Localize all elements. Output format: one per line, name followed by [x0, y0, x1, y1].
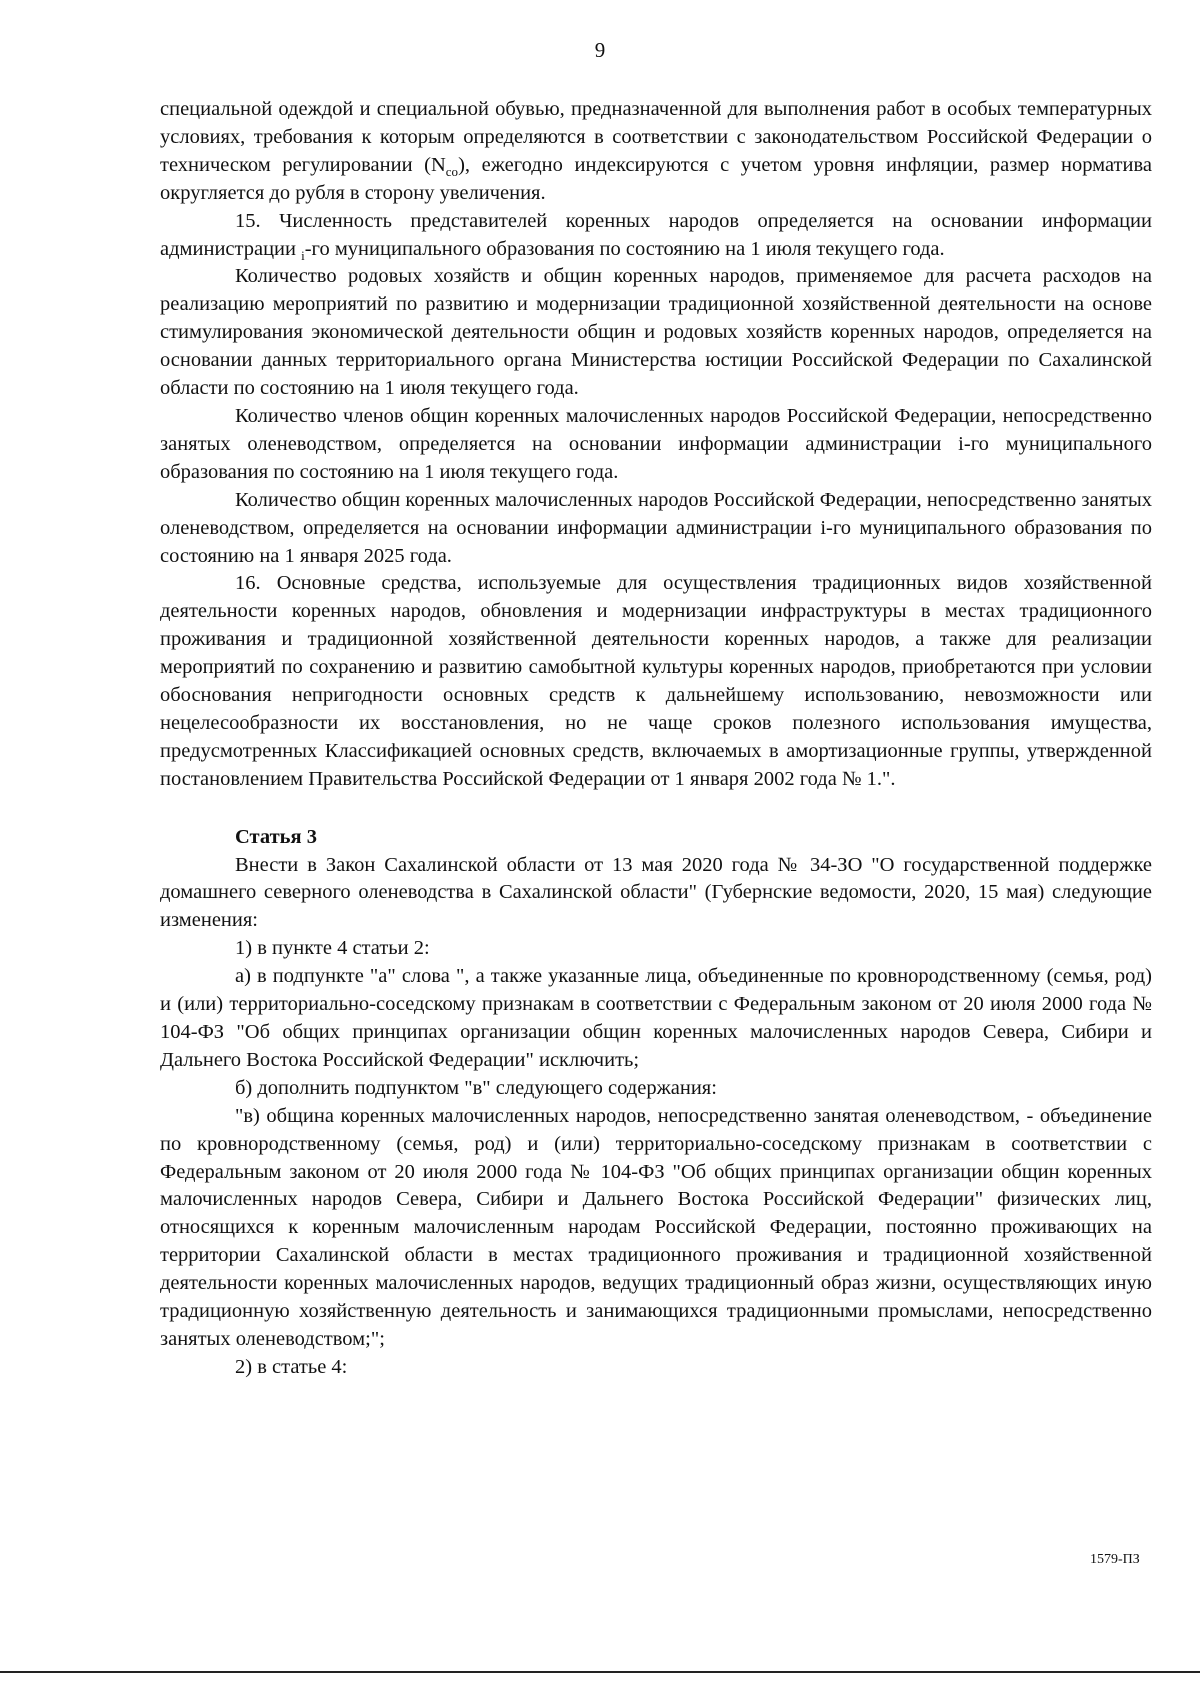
paragraph-item-a: а) в подпункте "а" слова ", а также указанные лица, объединенные по кровнородственному (семья, род) и (или) территориально-соседскому признакам в соответствии с Федеральным законом от 20 июля 2000 года № 104-ФЗ "Об общих принципах организации общин коренных малочисленных народов Севера, Сибири и Дальнего Востока Российской Федерации" исключить; — [160, 965, 1152, 1071]
paragraph-15 — [160, 208, 1152, 264]
paragraph-16: 16. Основные средства, используемые для осуществления традиционных видов хозяйственной деятельности коренных народов, обновления и модернизации инфраструктуры в местах традиционного проживания и традиционной хозяйственной деятельности коренных народов, а также для реализации мероприятий по сохранению и развитию самобытной культуры коренных народов, приобретаются при условии обоснования непригодности основных средств к дальнейшему использованию, невозможности или нецелесообразности их восстановления, но не чаще сроков полезного использования имущества, предусмотренных Классификацией основных средств, включаемых в амортизационные группы, утвержденной постановлением Правительства Российской Федерации от 1 января 2002 года № 1.". — [160, 572, 1152, 790]
paragraph-special-clothing — [160, 96, 1152, 208]
paragraph-article-3-intro: Внести в Закон Сахалинской области от 13 мая 2020 года № 34-ЗО "О государственной поддержке домашнего северного оленеводства в Сахалинской области" (Губернские ведомости, 2020, 15 мая) следующие изменения: — [160, 853, 1152, 932]
spacer — [160, 794, 1152, 824]
subscript-i: i — [301, 247, 305, 263]
paragraph-item-1: 1) в пункте 4 статьи 2: — [235, 937, 430, 960]
paragraph-households-count: Количество родовых хозяйств и общин коренных народов, применяемое для расчета расходов на реализацию мероприятий по развитию и модернизации традиционной хозяйственной деятельности на основе стимулирования экономической деятельности общин и родовых хозяйств коренных народов, определяется на основании данных территориального органа Министерства юстиции Российской Федерации по Сахалинской области по состоянию на 1 июля текущего года. — [160, 265, 1152, 400]
paragraph-members-count: Количество членов общин коренных малочисленных народов Российской Федерации, непосредственно занятых оленеводством, определяется на основании информации администрации i-го муниципального образования по состоянию на 1 июля текущего года. — [160, 404, 1152, 483]
paragraph-item-b: б) дополнить подпунктом "в" следующего содержания: — [235, 1076, 717, 1099]
article-3-heading: Статья 3 — [235, 825, 317, 848]
paragraph-text-tail: ), ежегодно индексируются с учетом уровня инфляции, размер норматива округляется до рубля в сторону увеличения. — [160, 153, 1152, 204]
document-code: 1579-ПЗ — [1090, 1552, 1140, 1567]
paragraph-communities-count: Количество общин коренных малочисленных народов Российской Федерации, непосредственно занятых оленеводством, определяется на основании информации администрации i-го муниципального образования по состоянию на 1 января 2025 года. — [160, 488, 1152, 567]
bottom-rule — [0, 1671, 1200, 1673]
paragraph-item-2: 2) в статье 4: — [235, 1355, 348, 1378]
subscript-co: со — [445, 163, 459, 179]
paragraph-subitem-v: "в) община коренных малочисленных народов, непосредственно занятая оленеводством, - объединение по кровнородственному (семья, род) и (или) территориально-соседскому признакам в соответствии с Федеральным законом от 20 июля 2000 года № 104-ФЗ "Об общих принципах организации общин коренных малочисленных народов Севера, Сибири и Дальнего Востока Российской Федерации" физических лиц, относящихся к коренным малочисленным народам Российской Федерации, постоянно проживающих на территории Сахалинской области в местах традиционного проживания и традиционной хозяйственной деятельности коренных малочисленных народов, ведущих традиционный образ жизни, осуществляющих иную традиционную хозяйственную деятельность и занимающихся традиционными промыслами, непосредственно занятых оленеводством;"; — [160, 1104, 1152, 1350]
paragraph-text-tail: -го муниципального образования по состоянию на 1 июля текущего года. — [304, 237, 945, 260]
document-body — [160, 96, 1152, 1382]
paragraph-text: 15. Численность представителей коренных народов определяется на основании информации администрации — [160, 209, 1152, 260]
paragraph-text: специальной одеждой и специальной обувью, предназначенной для выполнения работ в особых температурных условиях, требования к которым определяются в соответствии с законодательством Российской Федерации о техническом регулировании (N — [160, 98, 1152, 176]
page-number: 9 — [594, 38, 606, 62]
